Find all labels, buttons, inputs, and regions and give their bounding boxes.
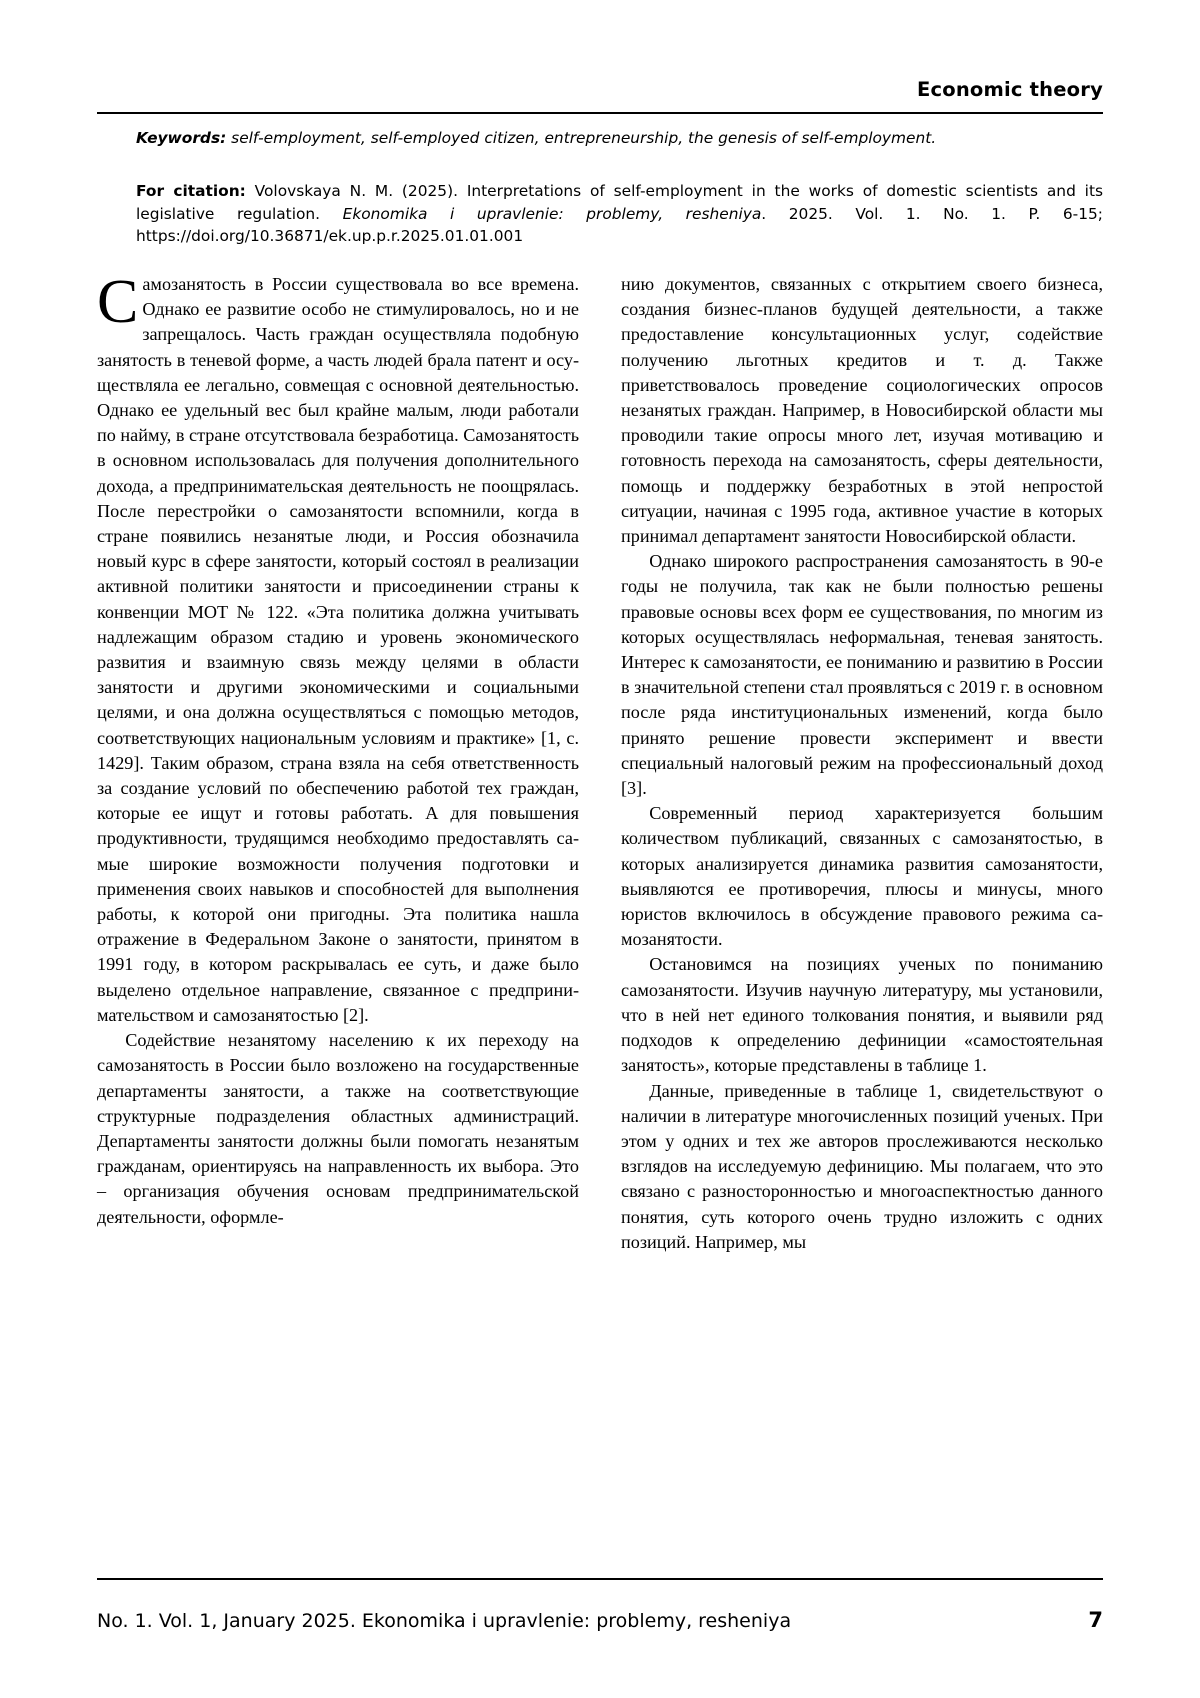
paragraph-text: Остановимся на позициях ученых по пониманию самозанятости. Изучив научную литературу, мы установили, что в ней нет единого толкования понятия, и выявили ряд подходов к определению дефиниции «самостоятельная занятость», которые представлены в таблице 1. bbox=[621, 954, 1103, 1076]
drop-cap: С bbox=[97, 268, 139, 336]
left-column bbox=[97, 268, 579, 1412]
right-column bbox=[621, 272, 1103, 1412]
footer-divider bbox=[97, 1578, 1103, 1580]
paragraph bbox=[621, 952, 1103, 1078]
paragraph-text: Содействие незанятому населению к их переходу на самозанятость в России было возложено на государственные департаменты занятости, а также на соответствующие структурные подразделения областных администраций. Департаменты занятости должны были помогать незанятым гражданам, ориентируясь на направленность их выбора. Это – организация обучения основам предпринимательской деятельности, оформле- bbox=[97, 1030, 579, 1227]
footer-journal-line: No. 1. Vol. 1, January 2025. Ekonomika i upravlenie: problemy, resheniya bbox=[97, 1610, 792, 1632]
paragraph bbox=[621, 272, 1103, 549]
paragraph-text: Однако широкого распространения самозанятость в 90-е годы не получила, так как не были полностью решены правовые основы всех форм ее существования, по многим из которых осуществлялась неформальная, теневая занятость. Интерес к самозанятости, ее пониманию и развитию в России в значительной степени стал проявляться с 2019 г. в основном после ряда институциональных изменений, когда было принято решение провести эксперимент и ввести специальный налоговый режим на профессиональный доход [3]. bbox=[621, 551, 1103, 799]
paragraph-text: нию документов, связанных с открытием своего бизнеса, создания бизнес-планов будущей деятельности, а также предоставление консультационных услуг, содействие получению льготных кредитов и т. д. Также приветствовалось проведение социологических опросов незанятых граждан. Например, в Новосибирской области мы проводили такие опросы много лет, изучая мотивацию и готовность перехода на самозанятость, сферы деятельности, помощь и поддержку безработных в этой непростой ситуации, начиная с 1995 года, активное участие в которых принимал департамент занятости Новосибирской области. bbox=[621, 274, 1103, 547]
page-number: 7 bbox=[1088, 1608, 1103, 1632]
citation-text-part2: . 2025. Vol. 1. No. 1. P. 6-15; https://doi.org/10.36871/ek.up.p.r.2025.01.01.001 bbox=[136, 204, 1103, 246]
paragraph bbox=[97, 268, 579, 1028]
page-header bbox=[97, 78, 1103, 101]
keywords-block bbox=[136, 128, 1103, 150]
paragraph-text: Современный период характеризуется большим количеством публикаций, связанных с самозанятостью, в которых анализируется динамика развития самозанятости, выявляются ее противоречия, плюсы и минусы, много юристов включилось в обсуждение правового режима самозанятости. bbox=[621, 803, 1103, 950]
page-footer bbox=[97, 1608, 1103, 1632]
paragraph bbox=[621, 1079, 1103, 1255]
section-title: Economic theory bbox=[916, 78, 1103, 101]
keywords-text: self-employment, self-employed citizen, entrepreneurship, the genesis of self-employment. bbox=[226, 129, 937, 147]
keywords-label: Keywords: bbox=[136, 129, 227, 147]
paragraph bbox=[621, 801, 1103, 952]
citation-journal-name: Ekonomika i upravlenie: problemy, resheniya bbox=[342, 204, 762, 223]
citation-text-part1: Volovskaya N. M. (2025). Interpretations of self-employment in the works of domestic scientists and its legislative regulation. bbox=[136, 182, 1103, 223]
citation-label: For citation: bbox=[136, 182, 246, 200]
paragraph bbox=[621, 549, 1103, 801]
paragraph-text: амозанятость в России существовала во все времена. Однако ее развитие особо не стимулировалось, но и не запрещалось. Часть граждан осуществляла подобную занятость в теневой форме, а часть людей брала патент и осуществляла ее легально, совмещая с основной деятельностью. Однако ее удельный вес был крайне малым, люди работали по найму, в стране отсутствовала безработица. Самозанятость в основном использовалась для получения дополнительного дохода, а предпринимательская деятельность не поощрялась. После перестройки о самозанятости вспомнили, когда в стране появились незанятые люди, и Россия обозначила новый курс в сфере занятости, который состоял в реализации активной политики занятости и присоединении страны к конвенции МОТ № 122. «Эта политика должна учитывать надлежащим образом стадию и уровень экономического развития и взаимную связь между целями в области занятости и другими экономическими и социальными целями, и она должна осуществляться с помощью методов, соответствующих национальным условиям и практике» [1, с. 1429]. Таким образом, страна взяла на себя ответственность за создание условий по обеспечению работой тех граждан, которые ее ищут и готовы работать. А для повышения продуктивности, трудящимся необходимо предоставлять самые широкие возможности получения подготовки и применения своих навыков и способностей для выполнения работы, к которой они пригодны. Эта политика нашла отражение в Федеральном Законе о занятости, принятом в 1991 году, в котором раскрывалась ее суть, и даже было выделено отдельное направление, связанное с предпринимательством и самозанятостью [2]. bbox=[97, 274, 579, 1025]
body-columns bbox=[97, 268, 1103, 1412]
paragraph bbox=[97, 1028, 579, 1230]
citation-block bbox=[136, 180, 1103, 248]
header-divider bbox=[97, 112, 1103, 114]
paragraph-text: Данные, приведенные в таблице 1, свидетельствуют о наличии в литературе многочисленных позиций ученых. При этом у одних и тех же авторов прослеживаются несколько взглядов на исследуемую дефиницию. Мы полагаем, что это связано с разносторонностью и многоаспектностью данного понятия, суть которого очень трудно изложить с одних позиций. Например, мы bbox=[621, 1080, 1103, 1252]
